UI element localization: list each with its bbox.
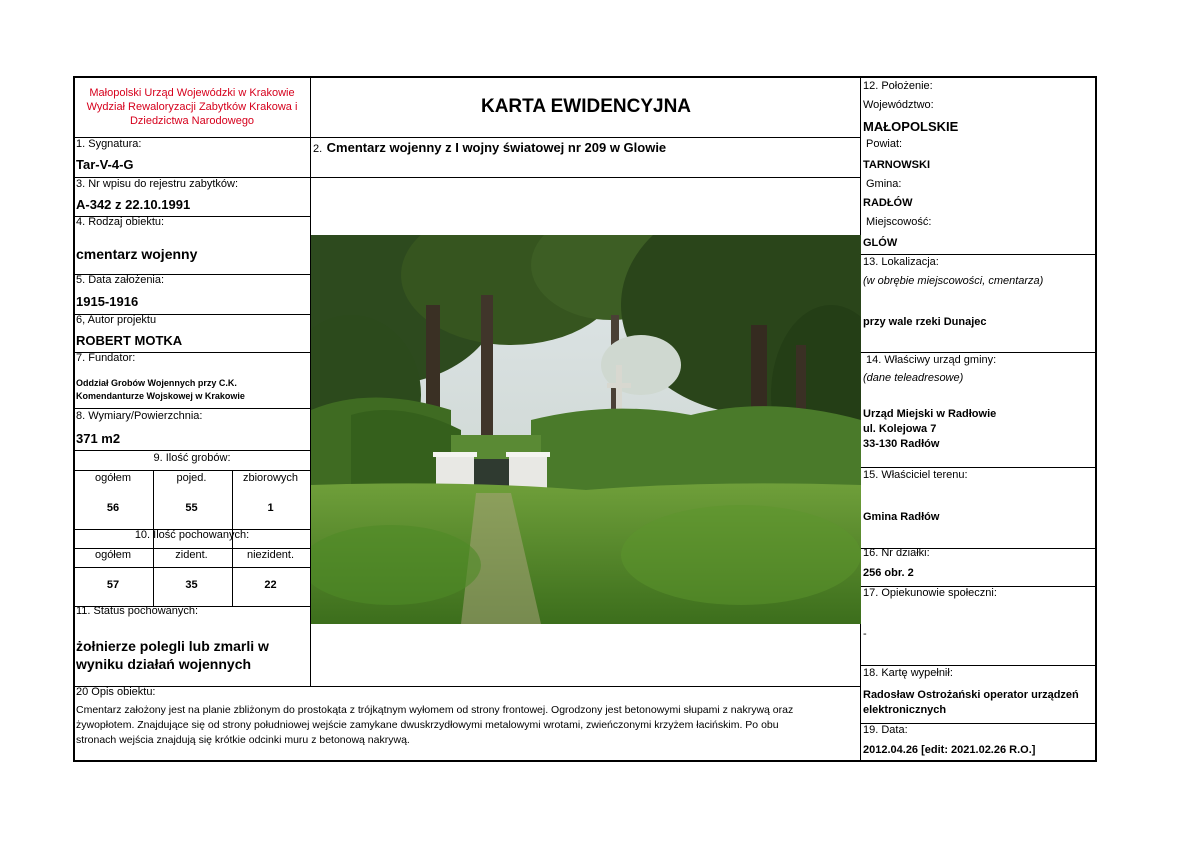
groby-header-pojed: pojed. xyxy=(176,472,207,484)
status-value: żołnierze polegli lub zmarli w wyniku działań wojennych xyxy=(76,638,269,672)
sygnatura-label: 1. Sygnatura: xyxy=(76,138,142,150)
opiekunowie-value: - xyxy=(863,628,867,640)
status-label: 11. Status pochowanych: xyxy=(76,605,199,617)
gmina-value: RADŁÓW xyxy=(863,197,913,209)
wymiary-value: 371 m2 xyxy=(76,431,121,446)
pochowani-value-niezident: 22 xyxy=(264,579,277,591)
autor-value: ROBERT MOTKA xyxy=(76,333,183,348)
rodzaj-label: 4. Rodzaj obiektu: xyxy=(76,216,165,228)
wojewodztwo-value: MAŁOPOLSKIE xyxy=(863,119,959,134)
data-value: 2012.04.26 [edit: 2021.02.26 R.O.] xyxy=(863,744,1036,756)
pochowani-header-ogolem: ogółem xyxy=(94,549,132,561)
lokalizacja-value: przy wale rzeki Dunajec xyxy=(863,316,987,328)
rodzaj-value: cmentarz wojenny xyxy=(76,246,198,262)
wojewodztwo-label: Województwo: xyxy=(863,99,934,111)
institution-name: Małopolski Urząd Wojewódzki w Krakowie Wydział Rewaloryzacji Zabytków Krakowa i Dziedzictwa Narodowego xyxy=(86,87,298,127)
dzialka-value: 256 obr. 2 xyxy=(863,567,914,579)
gmina-label: Gmina: xyxy=(866,178,902,190)
groby-header-ogolem: ogółem xyxy=(94,472,132,484)
data-zalozenia-label: 5. Data założenia: xyxy=(76,274,165,286)
opis-text: Cmentarz założony jest na planie zbliżonym do prostokąta z trójkątnym wyłomem od strony frontowej. Ogrodzony jest betonowymi słupami z nakrywą oraz żywopłotem. Znajdujące się od strony południowej wejście zamykane dwuskrzydłowymi metalowymi wrotami, zwieńczonymi krzyżem łacińskim. Po obu stronach wejścia znajdują się krótkie odcinki muru z betonową nakrywą. xyxy=(76,704,794,746)
powiat-label: Powiat: xyxy=(866,138,903,150)
data-label: 19. Data: xyxy=(863,724,908,736)
powiat-value: TARNOWSKI xyxy=(863,159,931,171)
groby-value-ogolem: 56 xyxy=(106,502,120,514)
opiekunowie-label: 17. Opiekunowie społeczni: xyxy=(863,587,997,599)
groby-label: 9. Ilość grobów: xyxy=(153,452,231,464)
dzialka-label: 16. Nr działki: xyxy=(863,547,930,559)
autor-label: 6, Autor projektu xyxy=(76,314,157,326)
wlasciciel-label: 15. Właściciel terenu: xyxy=(863,469,968,481)
lokalizacja-label: 13. Lokalizacja: xyxy=(863,256,939,268)
urzad-label: 14. Właściwy urząd gminy: xyxy=(866,354,997,366)
lokalizacja-hint: (w obrębie miejscowości, cmentarza) xyxy=(863,275,1044,287)
object-name: 2. Cmentarz wojenny z I wojny światowej nr 209 w Glowie xyxy=(313,140,667,155)
nr-wpisu-label: 3. Nr wpisu do rejestru zabytków: xyxy=(76,178,239,190)
urzad-hint: (dane teleadresowe) xyxy=(863,372,964,384)
wypelnil-label: 18. Kartę wypełnił: xyxy=(863,667,953,679)
pochowani-header-zident: zident. xyxy=(175,549,208,561)
cemetery-photo xyxy=(311,235,861,624)
pochowani-header-niezident: niezident. xyxy=(246,549,295,561)
wlasciciel-value: Gmina Radłów xyxy=(863,511,940,523)
fundator-label: 7. Fundator: xyxy=(76,352,136,364)
sygnatura-value: Tar-V-4-G xyxy=(76,157,134,172)
groby-value-pojed: 55 xyxy=(185,502,198,514)
opis-label: 20 Opis obiektu: xyxy=(76,686,156,698)
card-title: KARTA EWIDENCYJNA xyxy=(480,96,692,117)
pochowani-value-ogolem: 57 xyxy=(106,579,120,591)
pochowani-value-zident: 35 xyxy=(185,579,198,591)
groby-value-zbiorowych: 1 xyxy=(267,502,274,514)
wypelnil-value: Radosław Ostrożański operator urządzeń elektronicznych xyxy=(863,689,1079,716)
polozenie-label: 12. Położenie: xyxy=(863,80,933,92)
miejscowosc-label: Miejscowość: xyxy=(866,216,932,228)
miejscowosc-value: GLÓW xyxy=(863,237,898,249)
wymiary-label: 8. Wymiary/Powierzchnia: xyxy=(76,410,203,422)
data-zalozenia-value: 1915-1916 xyxy=(76,294,139,309)
nr-wpisu-value: A-342 z 22.10.1991 xyxy=(76,197,191,212)
pochowani-label: 10. Ilość pochowanych: xyxy=(134,529,250,541)
groby-header-zbiorowych: zbiorowych xyxy=(242,472,299,484)
fundator-value: Oddział Grobów Wojennych przy C.K. Komendanturze Wojskowej w Krakowie xyxy=(76,378,245,401)
urzad-value: Urząd Miejski w Radłowie ul. Kolejowa 7 33-130 Radłów xyxy=(863,408,997,450)
